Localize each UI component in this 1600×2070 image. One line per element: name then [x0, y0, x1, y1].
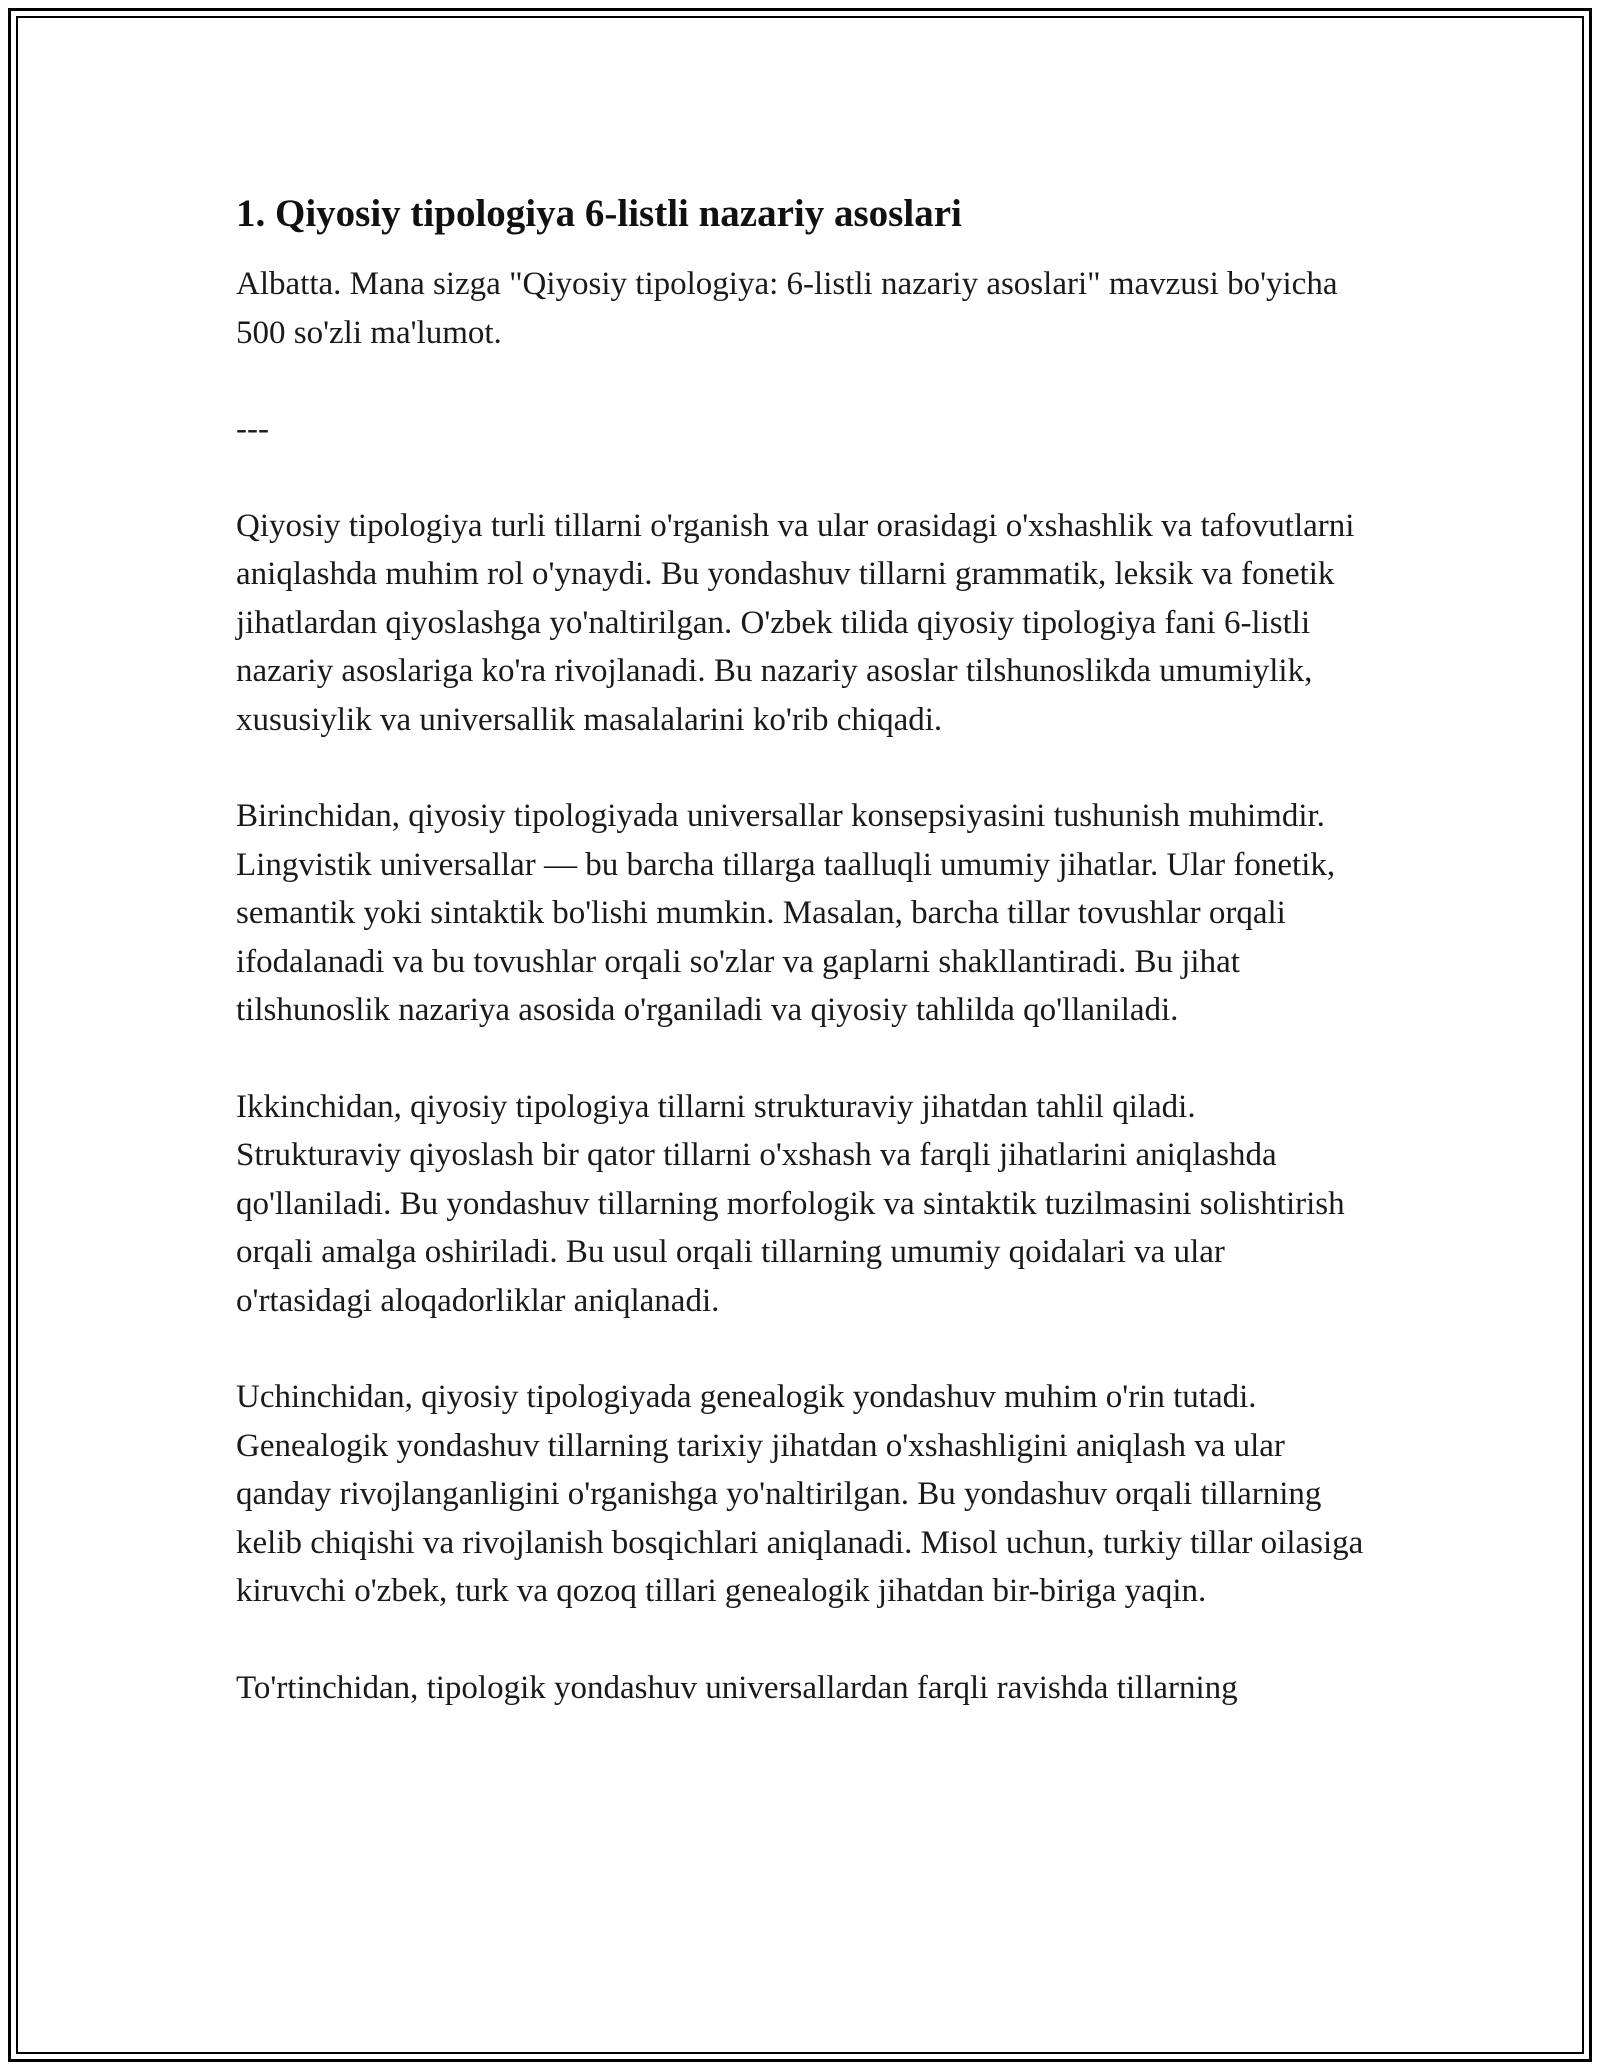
body-paragraph-2: Birinchidan, qiyosiy tipologiyada universallar konsepsiyasini tushunish muhimdir. Lingvistik universallar — bu barcha tillarga taalluqli umumiy jihatlar. Ular fonetik, semantik yoki sintaktik bo'lishi mumkin. Masalan, barcha tillar tovushlar orqali ifodalanadi va bu tovushlar orqali so'zlar va gaplarni shakllantiradi. Bu jihat tilshunoslik nazariya asosida o'rganiladi va qiyosiy tahlilda qo'llaniladi.	[236, 798, 1336, 1028]
body-paragraph-4: Uchinchidan, qiyosiy tipologiyada genealogik yondashuv muhim o'rin tutadi. Genealogik yondashuv tillarning tarixiy jihatdan o'xshashligini aniqlash va ular qanday rivojlanganligini o'rganishga yo'naltirilgan. Bu yondashuv orqali tillarning kelib chiqishi va rivojlanish bosqichlari aniqlanadi. Misol uchun, turkiy tillar oilasiga kiruvchi o'zbek, turk va qozoq tillari genealogik jihatdan bir-biriga yaqin.	[236, 1379, 1364, 1609]
body-paragraph-1: Qiyosiy tipologiya turli tillarni o'rganish va ular orasidagi o'xshashlik va tafovutlarni aniqlashda muhim rol o'ynaydi. Bu yondashuv tillarni grammatik, leksik va fonetik jihatlardan qiyoslashga yo'naltirilgan. O'zbek tilida qiyosiy tipologiya fani 6-listli nazariy asoslariga ko'ra rivojlanadi. Bu nazariy asoslar tilshunoslikda umumiylik, xususiylik va universallik masalalarini ko'rib chiqadi.	[236, 507, 1355, 738]
intro-paragraph: Albatta. Mana sizga "Qiyosiy tipologiya: 6-listli nazariy asoslari" mavzusi bo'yicha 500 so'zli ma'lumot.	[236, 266, 1338, 351]
separator-line: ---	[236, 411, 269, 447]
document-title: 1. Qiyosiy tipologiya 6-listli nazariy asoslari	[236, 192, 962, 235]
body-paragraph-3: Ikkinchidan, qiyosiy tipologiya tillarni strukturaviy jihatdan tahlil qiladi. Strukturaviy qiyoslash bir qator tillarni o'xshash va farqli jihatlarini aniqlashda qo'llaniladi. Bu yondashuv tillarning morfologik va sintaktik tuzilmasini solishtirish orqali amalga oshiriladi. Bu usul orqali tillarning umumiy qoidalari va ular o'rtasidagi aloqadorliklar aniqlanadi.	[236, 1088, 1345, 1319]
document-body	[236, 188, 1366, 1760]
body-paragraph-5: To'rtinchidan, tipologik yondashuv universallardan farqli ravishda tillarning	[236, 1669, 1238, 1706]
